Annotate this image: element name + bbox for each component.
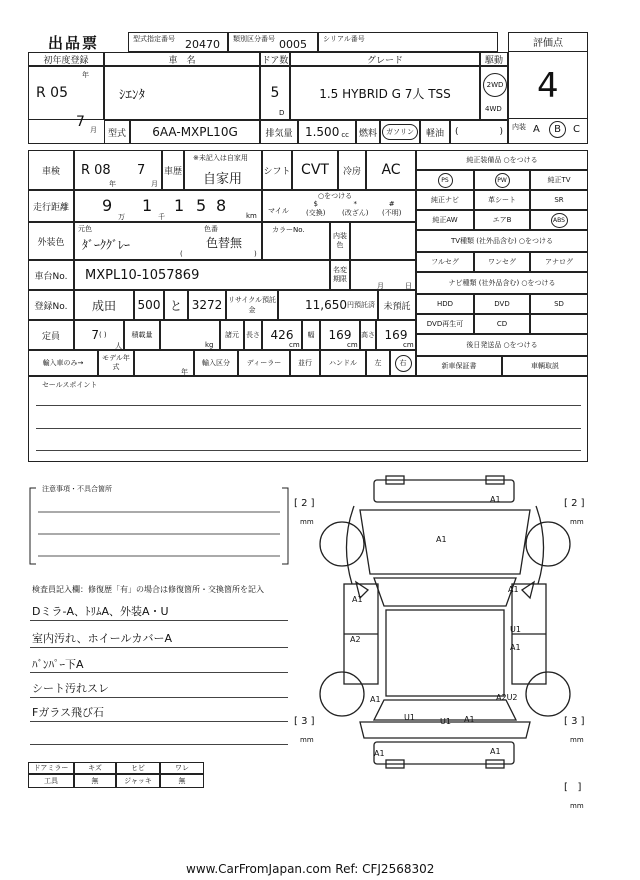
recycle-cell: 11,650 円預託済 [278, 290, 378, 320]
import-div-label: 輸入区分 [194, 350, 238, 376]
width-label: 幅 [302, 320, 320, 350]
displacement-label: 排気量 [260, 120, 298, 144]
name-change-cell: 月 日 [350, 260, 416, 290]
doors-label: ドア数 [260, 52, 290, 66]
chassis-label: 車台No. [28, 260, 74, 290]
mileage-digit: 1 [142, 196, 153, 215]
not-deposited: 未預託 [378, 290, 416, 320]
damage-mark: A1 [490, 747, 501, 756]
interior-label: 内装 [512, 123, 526, 131]
type-cell: 6AA-MXPL10G [130, 120, 260, 144]
model-year-cell: 年 [134, 350, 194, 376]
equip-standard-label: 純正装備品 ○をつける [416, 150, 588, 170]
damage-mark: U1 [404, 713, 415, 722]
equip-abs: ABS [530, 210, 588, 230]
spare-tire-bracket: [ ] [564, 782, 582, 793]
exchange-label: $ (交換) [306, 200, 326, 217]
interior-a: A [533, 124, 540, 135]
damage-mark: A2 [350, 635, 361, 644]
type-label: 型式 [104, 120, 130, 144]
interior-color-label: 内装色 [330, 222, 350, 260]
note-line: 室内汚れ、ホイールカバーA [32, 632, 172, 645]
equip-pw: PW [474, 170, 530, 190]
navi-dvd: DVD [474, 294, 530, 314]
fuel-gasoline-circled: ガソリン [382, 124, 418, 140]
tools-header: キズ [74, 762, 116, 774]
navi-cd: CD [474, 314, 530, 334]
tire-depth-fl: [ 2 ] [294, 498, 315, 509]
tools-header: ドアミラー [28, 762, 74, 774]
capacity-label: 定員 [28, 320, 74, 350]
shift-cell: CVT [292, 150, 338, 190]
tv-oneseg: ワンセグ [474, 252, 530, 272]
note-line: ﾊﾞﾝﾊﾟｰ下A [32, 658, 84, 671]
note-line: シート汚れスレ [32, 682, 109, 695]
tire-depth-rl: [ 3 ] [294, 716, 315, 727]
handle-label: ハンドル [320, 350, 366, 376]
handle-right-circled: 右 [395, 355, 412, 372]
sales-point-label: セールスポイント [42, 381, 98, 389]
import-label: 輸入車のみ→ [28, 350, 98, 376]
tools-cell: ジャッキ [116, 774, 160, 788]
damage-mark: A1 [436, 535, 447, 544]
navi-sd: SD [530, 294, 588, 314]
shaken-label: 車検 [28, 150, 74, 190]
equip-airbag: エアB [474, 210, 530, 230]
notes-label: 注意事項・不具合箇所 [42, 485, 112, 493]
interior-color-cell [350, 222, 416, 260]
sheet-title: 出品票 [48, 34, 100, 52]
equip-aw: 純正AW [416, 210, 474, 230]
reg-kana: と [164, 290, 188, 320]
serial-cell: シリアル番号 [318, 32, 498, 52]
car-damage-diagram [290, 474, 600, 814]
score-value: 4 [537, 66, 559, 106]
navi-blank [530, 314, 588, 334]
tools-header: ヒビ [116, 762, 160, 774]
parallel-option: 並行 [290, 350, 320, 376]
dealer-option: ディーラー [238, 350, 290, 376]
ac-label: 冷房 [338, 150, 366, 190]
model-no-cell: 型式指定番号 20470 [128, 32, 228, 52]
tools-cell: 無 [74, 774, 116, 788]
tv-fullseg: フルセグ [416, 252, 474, 272]
drive-cell: 2WD 4WD [480, 66, 508, 120]
name-change-label: 名変期限 [330, 260, 350, 290]
reg-num: 3272 [188, 290, 226, 320]
equip-sr: SR [530, 190, 588, 210]
chassis-cell: MXPL10-1057869 [74, 260, 330, 290]
exterior-label: 外装色 [28, 222, 74, 260]
damage-mark: A1 [370, 695, 381, 704]
damage-mark: A1 [510, 643, 521, 652]
later-manual: 車輌取説 [502, 356, 588, 376]
handle-left: 左 [366, 350, 390, 376]
length-label: 長さ [244, 320, 262, 350]
tools-cell: 工具 [28, 774, 74, 788]
notes-bracket [28, 486, 290, 566]
mileage-digit: 9 [102, 196, 113, 215]
handle-right [390, 350, 416, 376]
drive-label: 駆動 [480, 52, 508, 66]
color-change: 色替無 [206, 236, 243, 250]
shaken-cell: R 08 年 7 月 [74, 150, 162, 190]
width-cell: 169 cm [320, 320, 360, 350]
ac-cell: AC [366, 150, 416, 190]
note-line: Dミラ-A、ﾄﾘﾑA、外装A・U [32, 605, 169, 618]
light-oil-label: 軽油 [420, 120, 450, 144]
equip-ps: PS [416, 170, 474, 190]
interior-b-circled: B [549, 121, 566, 138]
load-label: 積載量 [124, 320, 160, 350]
navi-dvd-play: DVD再生可 [416, 314, 474, 334]
damage-mark: A1 [464, 715, 475, 724]
recycle-label: リサイクル預託金 [226, 290, 278, 320]
first-reg-label: 初年度登録 [28, 52, 104, 66]
tv-analog: アナログ [530, 252, 588, 272]
damage-mark: A2U2 [496, 693, 518, 702]
mileage-digit: 8 [216, 196, 227, 215]
damage-mark: A1 [508, 585, 519, 594]
tools-header: ワレ [160, 762, 204, 774]
height-label: 高さ [360, 320, 376, 350]
use-cell: ※未記入は自家用 自家用 [184, 150, 262, 190]
mile-label: マイル [268, 207, 289, 215]
unknown-label: # (不明) [382, 200, 402, 217]
damage-mark: U1 [440, 717, 451, 726]
tv-type-label: TV種類 (社外品含む) ○をつける [416, 230, 588, 252]
car-name-cell: ｼｴﾝﾀ [104, 66, 260, 120]
navi-hdd: HDD [416, 294, 474, 314]
use-label: 車歴 [162, 150, 184, 190]
tire-depth-rr: [ 3 ] [564, 716, 585, 727]
height-cell: 169 cm [376, 320, 416, 350]
damage-mark: A1 [352, 595, 363, 604]
note-line: Fガラス飛び石 [32, 706, 104, 719]
car-name-label: 車 名 [104, 52, 260, 66]
capacity-cell: 7 ( ) 人 [74, 320, 124, 350]
score-label: 評価点 [508, 32, 588, 52]
inspector-note-label: 検査員記入欄：修復歴「有」の場合は修復箇所・交換箇所を記入 [32, 585, 264, 594]
tire-depth-fr: [ 2 ] [564, 498, 585, 509]
equip-leather: 革シート [474, 190, 530, 210]
mileage-digit: 5 [196, 196, 207, 215]
first-reg-era: R 05 [36, 85, 68, 101]
fuel-cell [380, 120, 420, 144]
model-year-label: モデル年式 [98, 350, 134, 376]
grade-cell: 1.5 HYBRID G 7人 TSS [290, 66, 480, 120]
equip-navi: 純正ナビ [416, 190, 474, 210]
footer-ref: www.CarFromJapan.com Ref: CFJ2568302 [186, 862, 435, 876]
load-cell: kg [160, 320, 220, 350]
tamper-label: * (改ざん) [342, 200, 369, 217]
tools-cell: 無 [160, 774, 204, 788]
first-reg-month: 7 [76, 114, 85, 130]
length-cell: 426 cm [262, 320, 302, 350]
reg-area: 成田 [74, 290, 134, 320]
shift-label: シフト [262, 150, 292, 190]
drive-2wd-circled: 2WD [483, 73, 507, 97]
mileage-label: 走行距離 [28, 190, 74, 222]
orig-color: ﾀﾞｰｸｸﾞﾚｰ [82, 238, 131, 252]
damage-mark: A1 [374, 749, 385, 758]
damage-mark: U1 [510, 625, 521, 634]
grade-label: グレード [290, 52, 480, 66]
damage-mark: A1 [490, 495, 501, 504]
class-no-cell: 類別区分番号 0005 [228, 32, 318, 52]
doors-cell: 5 D [260, 66, 290, 120]
interior-c: C [573, 124, 580, 135]
mileage-digit: 1 [174, 196, 185, 215]
later-warranty: 新車保証書 [416, 356, 502, 376]
reg-class: 500 [134, 290, 164, 320]
fuel-other-cell: ( ) [450, 120, 508, 144]
later-label: 後日発送品 ○をつける [416, 334, 588, 356]
navi-type-label: ナビ種類 (社外品含む) ○をつける [416, 272, 588, 294]
displacement-cell: 1.500 cc [298, 120, 356, 144]
fuel-label: 燃料 [356, 120, 380, 144]
equip-tv: 純正TV [530, 170, 588, 190]
dims-label: 諸元 [220, 320, 244, 350]
reg-label: 登録No. [28, 290, 74, 320]
